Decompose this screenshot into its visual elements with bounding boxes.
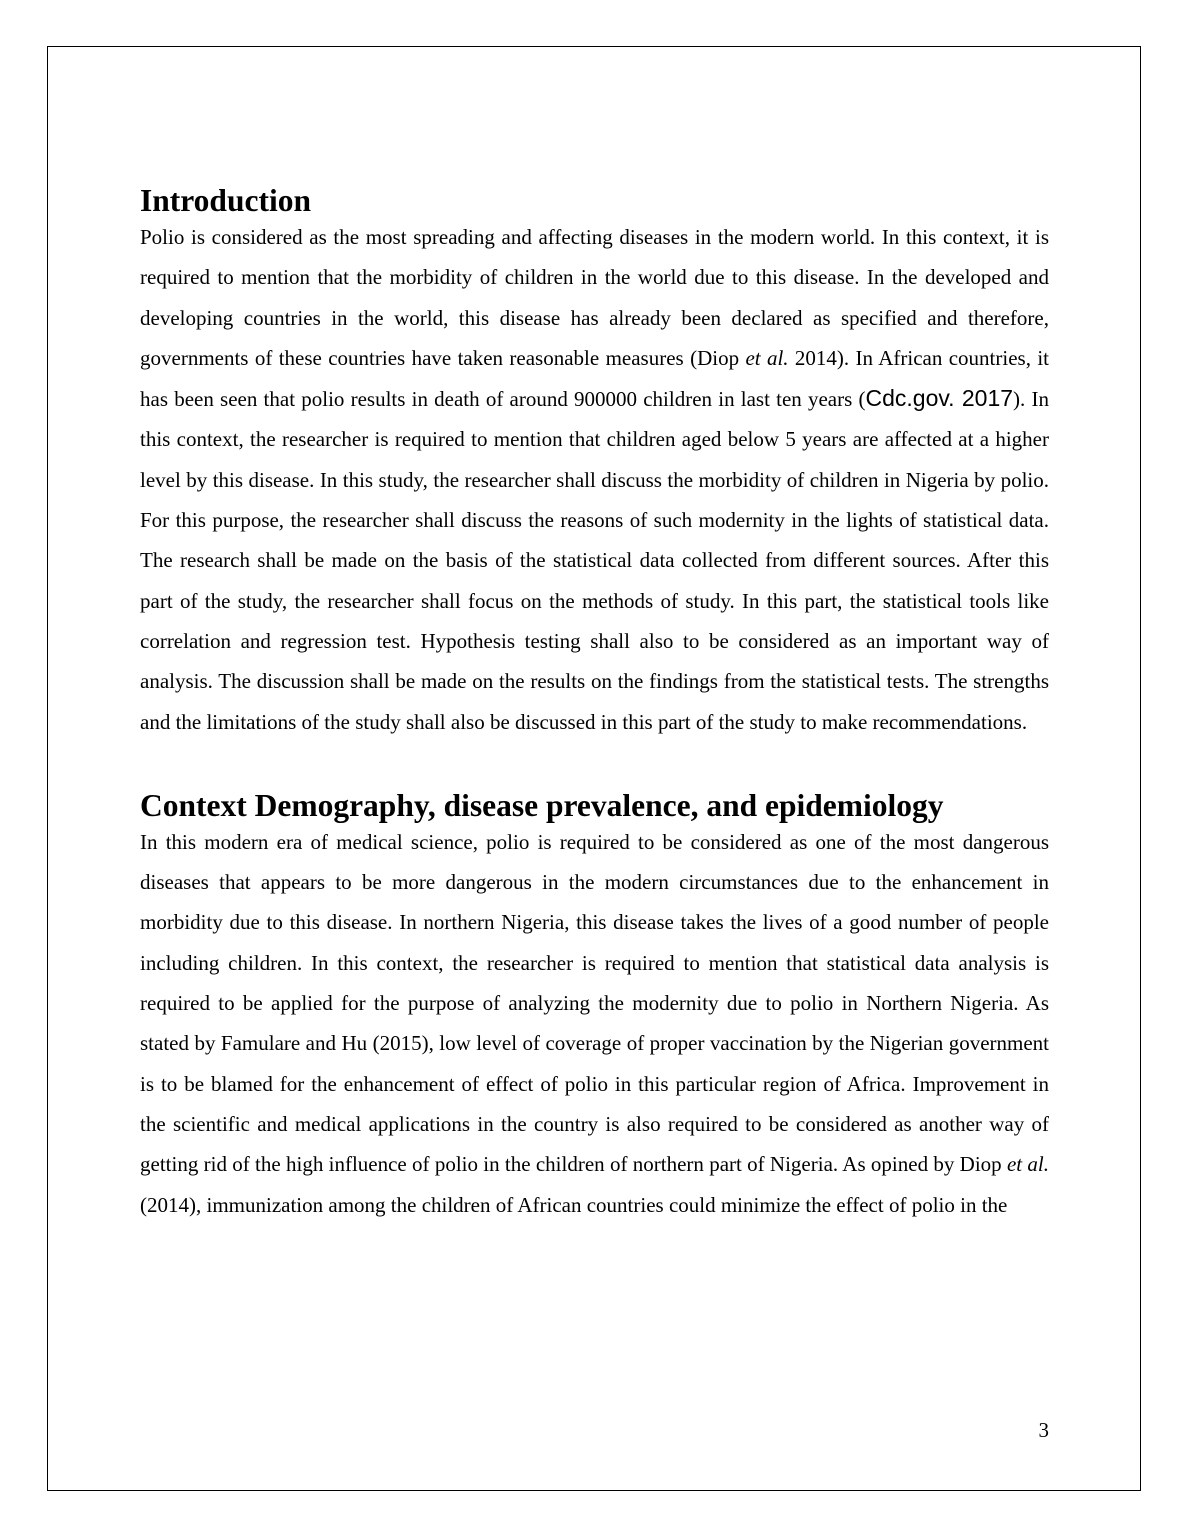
italic-citation: et al. xyxy=(1006,1152,1049,1177)
introduction-paragraph xyxy=(140,217,1049,742)
page-number: 3 xyxy=(1038,1418,1049,1442)
italic-citation: et al. xyxy=(745,345,789,370)
citation-cdc: Cdc.gov. 2017 xyxy=(865,385,1014,412)
section-heading-introduction: Introduction xyxy=(140,183,311,218)
section-heading-context: Context Demography, disease prevalence, and epidemiology xyxy=(140,787,944,823)
document-body xyxy=(140,184,1049,1225)
context-paragraph xyxy=(140,822,1049,1225)
paragraph-text: 2014). In African countries, it has been seen that polio results in death of around 900000 children in last ten years ( xyxy=(140,345,1049,412)
paragraph-text: ). In this context, the researcher is required to mention that children aged below 5 years are affected at a higher level by this disease. In this study, the researcher shall discuss the morbidity of children in Nigeria by polio. For this purpose, the researcher shall discuss the reasons of such modernity in the lights of statistical data. The research shall be made on the basis of the statistical data collected from different sources. After this part of the study, the researcher shall focus on the methods of study. In this part, the statistical tools like correlation and regression test. Hypothesis testing shall also to be considered as an important way of analysis. The discussion shall be made on the results on the findings from the statistical tests. The strengths and the limitations of the study shall also be discussed in this part of the study to make recommendations. xyxy=(140,387,1049,734)
paragraph-text: Polio is considered as the most spreading and affecting diseases in the modern world. In this context, it is required to mention that the morbidity of children in the world due to this disease. In the developed and developing countries in the world, this disease has already been declared as specified and therefore, governments of these countries have taken reasonable measures (Diop xyxy=(140,225,1049,370)
paragraph-text: In this modern era of medical science, polio is required to be considered as one of the most dangerous diseases that appears to be more dangerous in the modern circumstances due to the enhancement in morbidity due to this disease. In northern Nigeria, this disease takes the lives of a good number of people including children. In this context, the researcher is required to mention that statistical data analysis is required to be applied for the purpose of analyzing the modernity due to polio in Northern Nigeria. As stated by Famulare and Hu (2015), low level of coverage of proper vaccination by the Nigerian government is to be blamed for the enhancement of effect of polio in this particular region of Africa. Improvement in the scientific and medical applications in the country is also required to be considered as another way of getting rid of the high influence of polio in the children of northern part of Nigeria. As opined by Diop xyxy=(140,829,1049,1177)
paragraph-text: (2014), immunization among the children of African countries could minimize the effect of polio in the xyxy=(140,1192,1008,1217)
